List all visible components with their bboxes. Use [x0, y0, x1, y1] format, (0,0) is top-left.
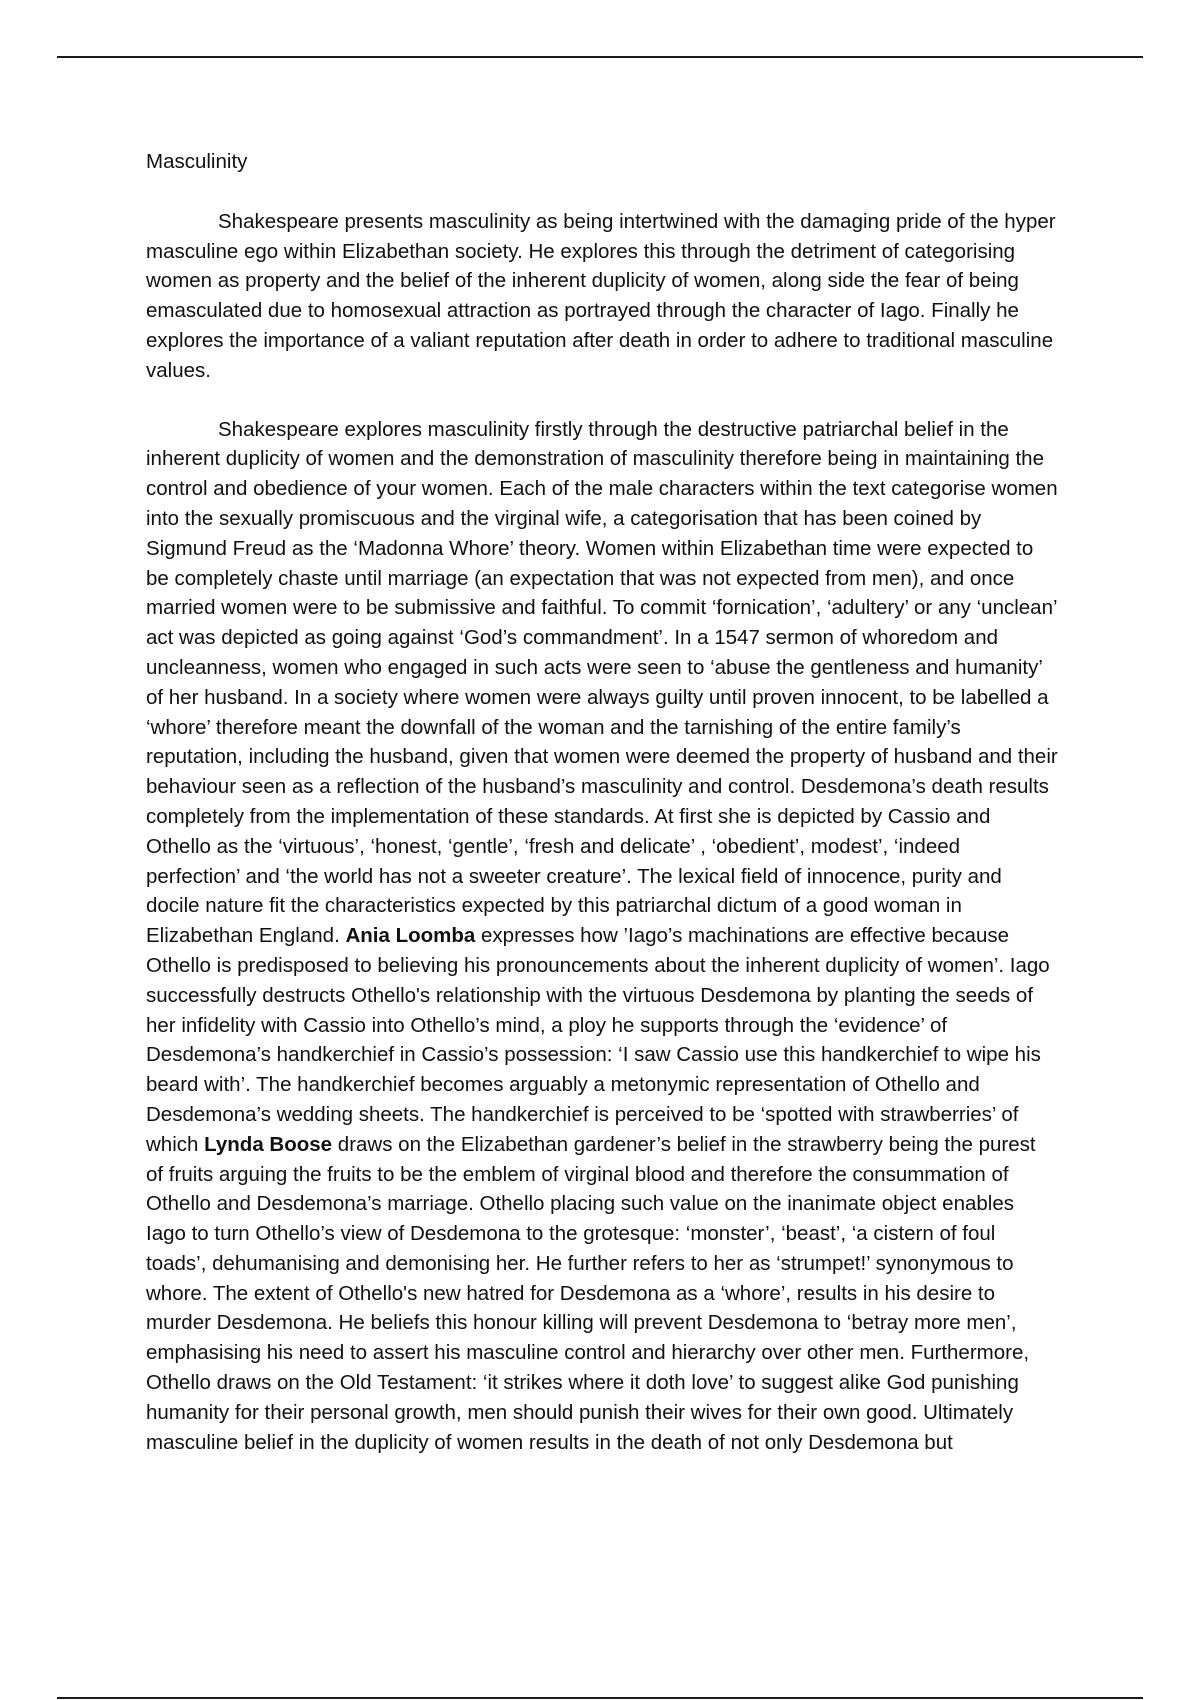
- body-text-part-2: expresses how ’Iago’s machinations are effective because Othello is predisposed to believing his pronouncements about the inherent duplicity of women’. Iago successfully destructs Othello's relationship with the virtuous Desdemona by planting the seeds of her infidelity with Cassio into Othello’s mind, a ploy he supports through the ‘evidence’ of Desdemona’s handkerchief in Cassio’s possession: ‘I saw Cassio use this handkerchief to wipe his beard with’. The handkerchief becomes arguably a metonymic representation of Othello and Desdemona’s wedding sheets. The handkerchief is perceived to be ‘spotted with strawberries’ of which: [146, 924, 1050, 1156]
- body-paragraph: [146, 415, 1058, 1458]
- intro-paragraph: Shakespeare presents masculinity as being intertwined with the damaging pride of the hyper masculine ego within Elizabethan society. He explores this through the detriment of categorising women as property and the belief of the inherent duplicity of women, along side the fear of being emasculated due to homosexual attraction as portrayed through the character of Iago. Finally he explores the importance of a valiant reputation after death in order to adhere to traditional masculine values.: [146, 209, 1056, 382]
- header-rule: [57, 56, 1143, 58]
- body-text-part-3: draws on the Elizabethan gardener’s belief in the strawberry being the purest of fruits arguing the fruits to be the emblem of virginal blood and therefore the consummation of Othello and Desdemona’s marriage. Othello placing such value on the inanimate object enables Iago to turn Othello’s view of Desdemona to the grotesque: ‘monster’, ‘beast’, ‘a cistern of foul toads’, dehumanising and demonising her. He further refers to her as ‘strumpet!’ synonymous to whore. The extent of Othello's new hatred for Desdemona as a ‘whore’, results in his desire to murder Desdemona. He beliefs this honour killing will prevent Desdemona to ‘betray more men’, emphasising his need to assert his masculine control and hierarchy over other men. Furthermore, Othello draws on the Old Testament: ‘it strikes where it doth love’ to suggest alike God punishing humanity for their personal growth, men should punish their wives for their own good. Ultimately masculine belief in the duplicity of women results in the death of not only Desdemona but: [146, 1132, 1036, 1454]
- document-page: [146, 147, 1058, 1457]
- document-title: Masculinity: [146, 150, 248, 173]
- critic-name-loomba: Ania Loomba: [345, 924, 476, 948]
- critic-name-boose: Lynda Boose: [204, 1132, 333, 1156]
- footer-rule: [57, 1697, 1143, 1699]
- body-text-part-1: Shakespeare explores masculinity firstly through the destructive patriarchal belief in the inherent duplicity of women and the demonstration of masculinity therefore being in maintaining the control and obedience of your women. Each of the male characters within the text categorise women into the sexually promiscuous and the virginal wife, a categorisation that has been coined by Sigmund Freud as the ‘Madonna Whore’ theory. Women within Elizabethan time were expected to be completely chaste until marriage (an expectation that was not expected from men), and once married women were to be submissive and faithful. To commit ‘fornication’, ‘adultery’ or any ‘unclean’ act was depicted as going against ‘God’s commandment’. In a 1547 sermon of whoredom and uncleanness, women who engaged in such acts were seen to ‘abuse the gentleness and humanity’ of her husband. In a society where women were always guilty until proven innocent, to be labelled a ‘whore’ therefore meant the downfall of the woman and the tarnishing of the entire family’s reputation, including the husband, given that women were deemed the property of husband and their behaviour seen as a reflection of the husband’s masculinity and control. Desdemona’s death results completely from the implementation of these standards. At first she is depicted by Cassio and Othello as the ‘virtuous’, ‘honest, ‘gentle’, ‘fresh and delicate’ , ‘obedient’, modest’, ‘indeed perfection’ and ‘the world has not a sweeter creature’. The lexical field of innocence, purity and docile nature fit the characteristics expected by this patriarchal dictum of a good woman in Elizabethan England.: [146, 417, 1058, 948]
